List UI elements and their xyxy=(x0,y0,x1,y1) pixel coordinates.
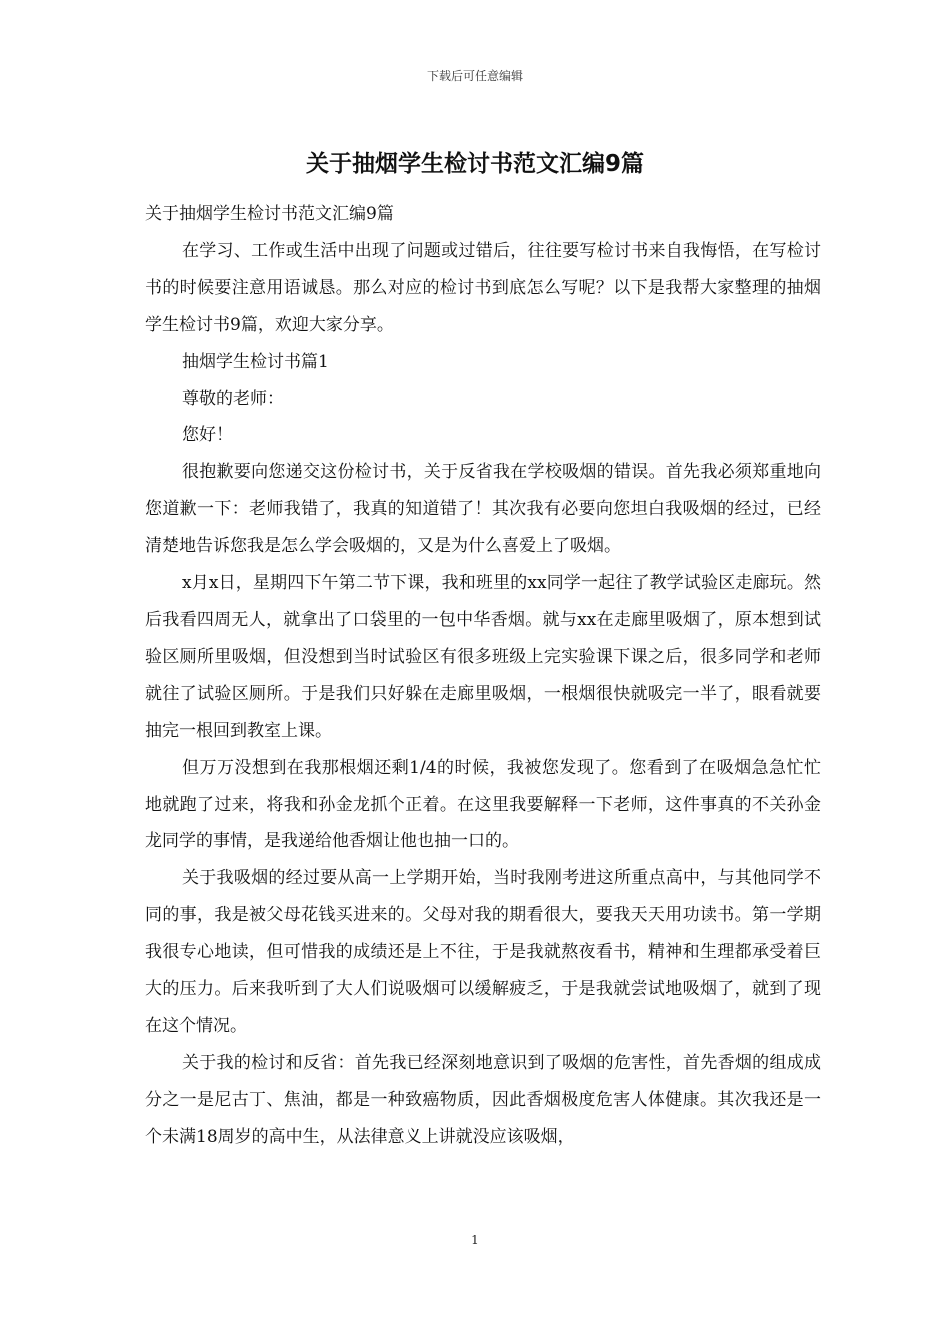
body-paragraph: 很抱歉要向您递交这份检讨书，关于反省我在学校吸烟的错误。首先我必须郑重地向您道歉一下：老师我错了，我真的知道错了！其次我有必要向您坦白我吸烟的经过，已经清楚地告诉您我是怎么学会吸烟的，又是为什么喜爱上了吸烟。 xyxy=(145,462,821,557)
intro-paragraph: 在学习、工作或生活中出现了问题或过错后，往往要写检讨书来自我悔悟，在写检讨书的时候要注意用语诚恳。那么对应的检讨书到底怎么写呢？以下是我帮大家整理的抽烟学生检讨书9篇，欢迎大家分享。 xyxy=(145,240,821,335)
body-paragraph: x月x日，星期四下午第二节下课，我和班里的xx同学一起往了教学试验区走廊玩。然后我看四周无人，就拿出了口袋里的一包中华香烟。就与xx在走廊里吸烟了，原本想到试验区厕所里吸烟，但没想到当时试验区有很多班级上完实验课下课之后，很多同学和老师就往了试验区厕所。于是我们只好躲在走廊里吸烟，一根烟很快就吸完一半了，眼看就要抽完一根回到教室上课。 xyxy=(145,573,821,741)
body-paragraph: 关于我的检讨和反省：首先我已经深刻地意识到了吸烟的危害性，首先香烟的组成成分之一是尼古丁、焦油，都是一种致癌物质，因此香烟极度危害人体健康。其次我还是一个未满18周岁的高中生，从法律意义上讲就没应该吸烟， xyxy=(145,1052,821,1147)
header-note: 下载后可任意编辑 xyxy=(426,69,523,83)
greeting: 您好！ xyxy=(182,425,233,446)
salutation: 尊敬的老师： xyxy=(182,388,284,409)
section-heading: 抽烟学生检讨书篇1 xyxy=(182,351,329,372)
subtitle-paragraph: 关于抽烟学生检讨书范文汇编9篇 xyxy=(145,204,394,224)
body-paragraph: 但万万没想到在我那根烟还剩1/4的时候，我被您发现了。您看到了在吸烟急急忙忙地就跑了过来，将我和孙金龙抓个正着。在这里我要解释一下老师，这件事真的不关孙金龙同学的事情，是我递给他香烟让他也抽一口的。 xyxy=(145,757,821,852)
body-paragraph: 关于我吸烟的经过要从高一上学期开始，当时我刚考进这所重点高中，与其他同学不同的事，我是被父母花钱买进来的。父母对我的期看很大，要我天天用功读书。第一学期我很专心地读，但可惜我的成绩还是上不往，于是我就熬夜看书，精神和生理都承受着巨大的压力。后来我听到了大人们说吸烟可以缓解疲乏，于是我就尝试地吸烟了，就到了现在这个情况。 xyxy=(145,868,821,1036)
document-title: 关于抽烟学生检讨书范文汇编9篇 xyxy=(305,151,644,177)
document-body xyxy=(145,196,821,1156)
page-number: 1 xyxy=(471,1233,479,1247)
